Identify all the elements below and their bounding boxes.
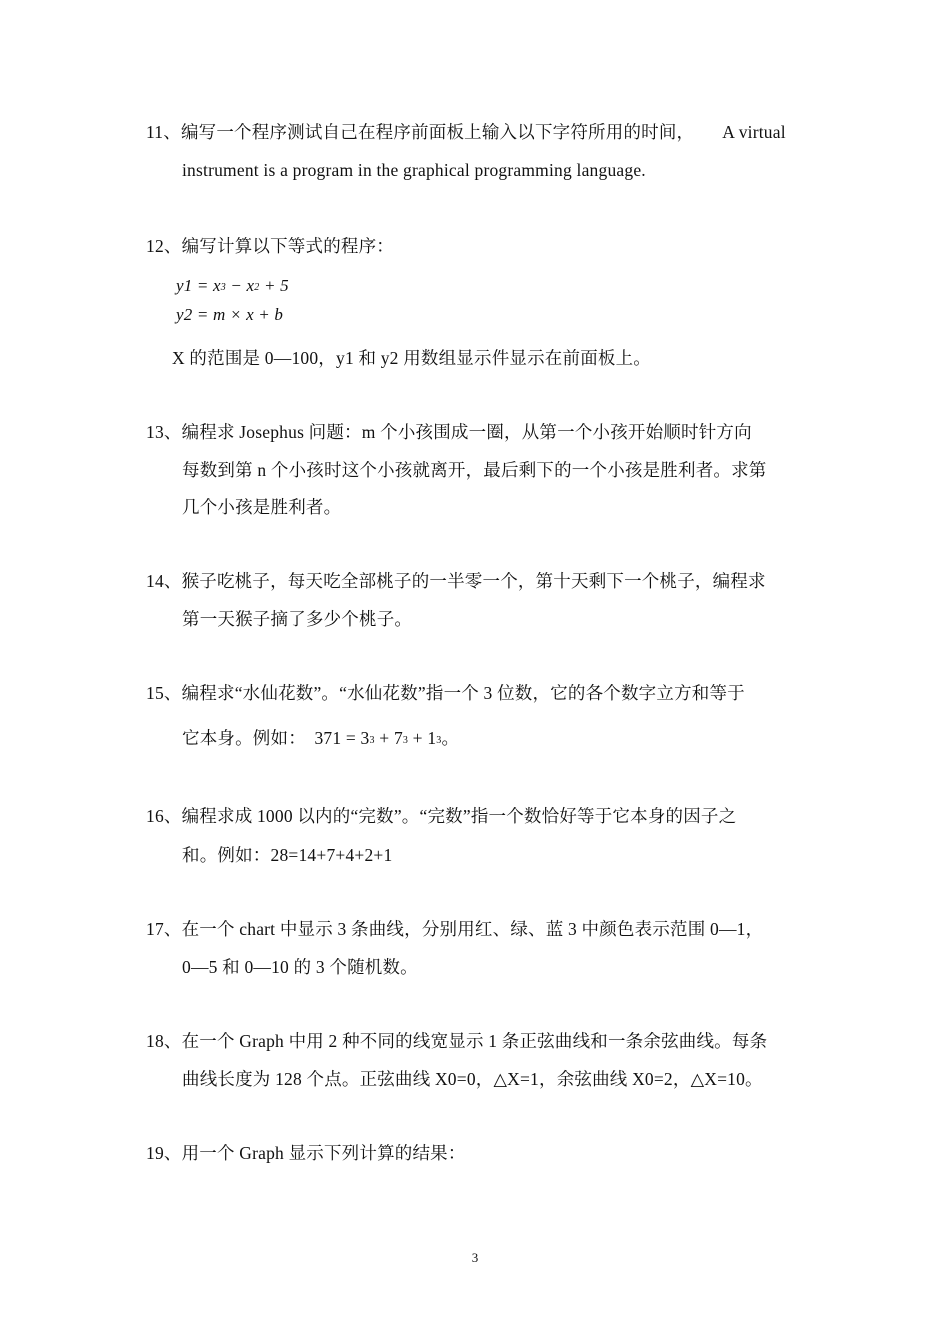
q12-equation-1: y1 = x3 − x2 + 5 — [176, 276, 289, 295]
q15-line-1: 15、编程求“水仙花数”。“水仙花数”指一个 3 位数，它的各个数字立方和等于 — [146, 683, 745, 703]
q15-example-equation: 371 = 33 + 73 + 13 — [314, 728, 442, 748]
q12-equation-2: y2 = m × x + b — [176, 305, 284, 324]
q15-line-2: 它本身。例如： 371 = 33 + 73 + 13。 — [182, 728, 460, 748]
q11-line-2: instrument is a program in the graphical programming language. — [182, 160, 646, 180]
q11-line-1 — [146, 120, 786, 144]
q19-line-1: 19、用一个 Graph 显示下列计算的结果： — [146, 1143, 466, 1163]
q17-line-1: 17、在一个 chart 中显示 3 条曲线，分别用红、绿、蓝 3 中颜色表示范围 0—1， — [146, 919, 764, 939]
q12-note: X 的范围是 0—100，y1 和 y2 用数组显示件显示在前面板上。 — [172, 348, 652, 368]
q14-line-2: 第一天猴子摘了多少个桃子。 — [182, 609, 413, 629]
q11-text-cn: 11、编写一个程序测试自己在程序前面板上输入以下字符所用的时间， — [146, 122, 695, 142]
q12-title: 12、编写计算以下等式的程序： — [146, 236, 394, 256]
q11-text-en: A virtual — [722, 122, 786, 142]
q17-line-2: 0—5 和 0—10 的 3 个随机数。 — [182, 957, 418, 977]
q13-line-1: 13、编程求 Josephus 问题：m 个小孩围成一圈，从第一个小孩开始顺时针方向 — [146, 422, 752, 442]
q16-line-2: 和。例如：28=14+7+4+2+1 — [182, 845, 393, 865]
q13-line-3: 几个小孩是胜利者。 — [182, 497, 342, 517]
q18-line-2: 曲线长度为 128 个点。正弦曲线 X0=0，△X=1，余弦曲线 X0=2，△X=10。 — [182, 1069, 763, 1089]
q18-line-1: 18、在一个 Graph 中用 2 种不同的线宽显示 1 条正弦曲线和一条余弦曲线。每条 — [146, 1031, 768, 1051]
q13-line-2: 每数到第 n 个小孩时这个小孩就离开，最后剩下的一个小孩是胜利者。求第 — [182, 460, 767, 480]
q14-line-1: 14、猴子吃桃子，每天吃全部桃子的一半零一个，第十天剩下一个桃子，编程求 — [146, 571, 766, 591]
page-number: 3 — [471, 1250, 479, 1265]
q16-line-1: 16、编程求成 1000 以内的“完数”。“完数”指一个数恰好等于它本身的因子之 — [146, 806, 737, 826]
